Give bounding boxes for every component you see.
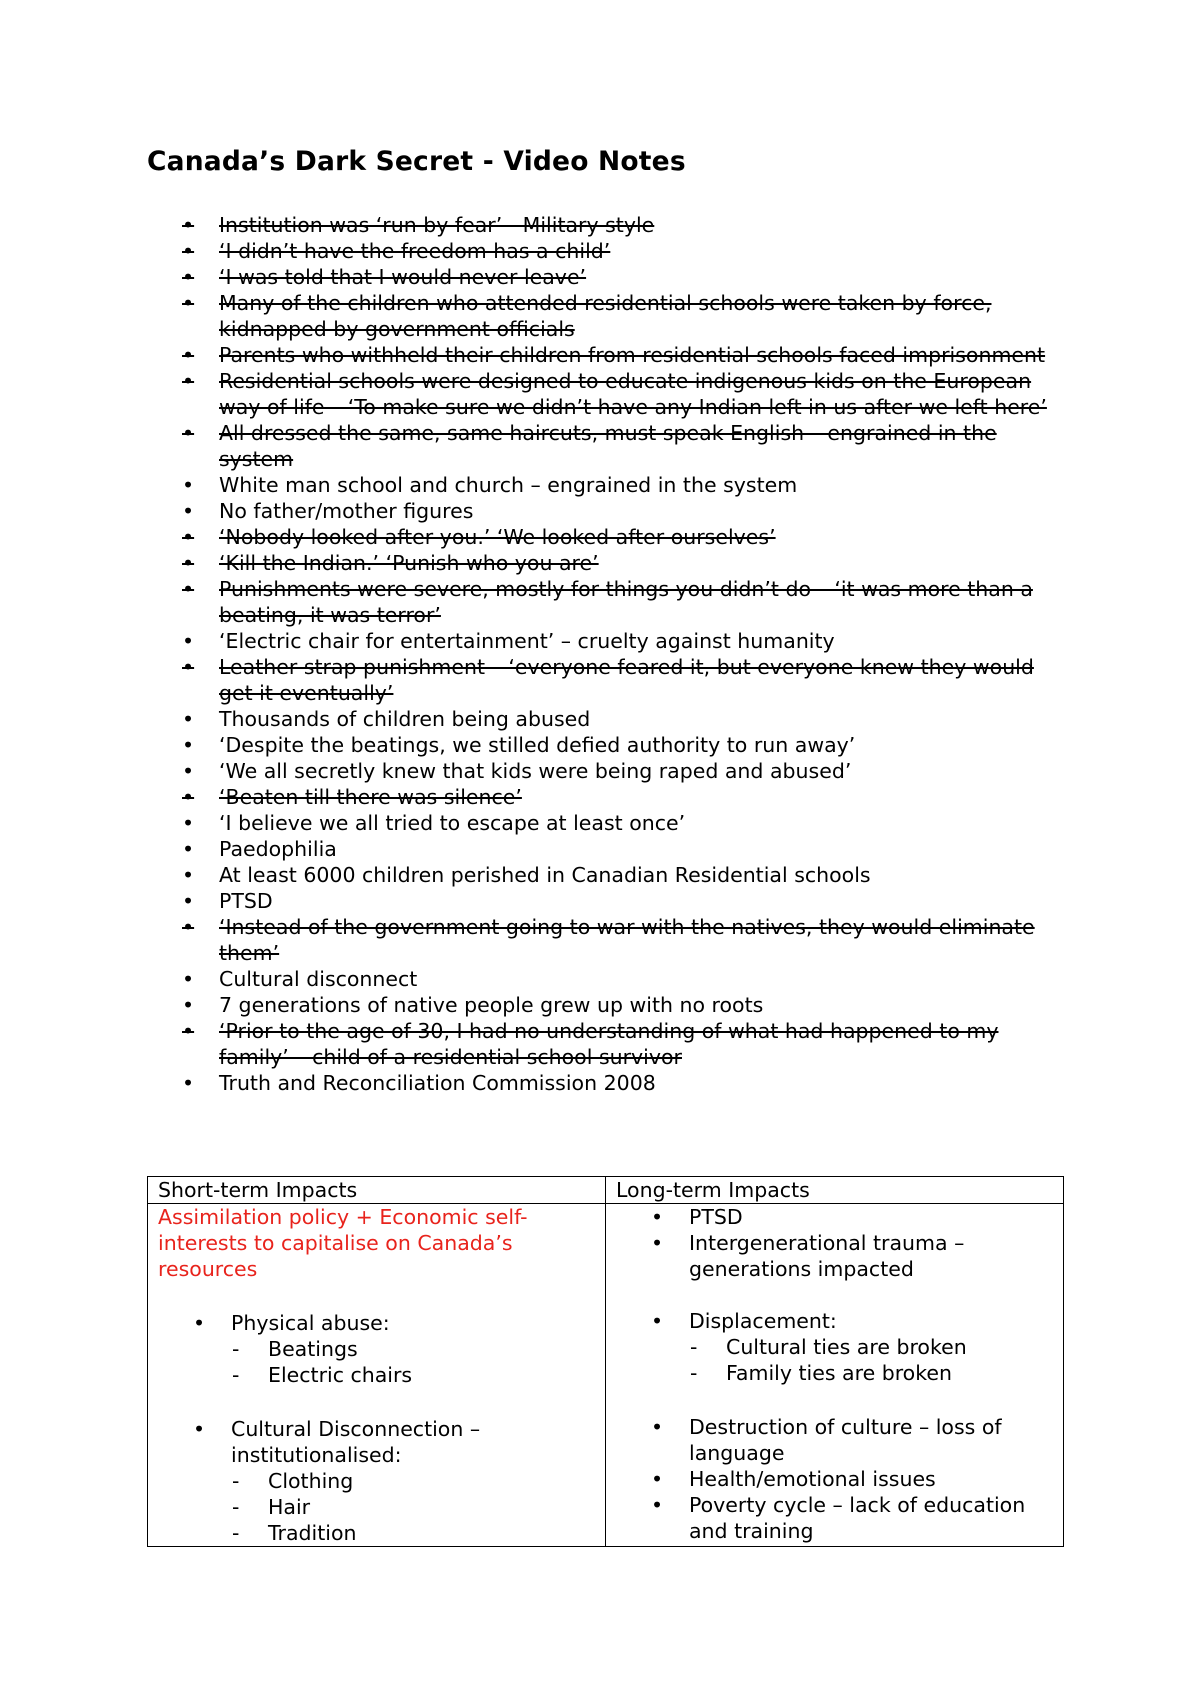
list-item: - Electric chairs xyxy=(232,1363,413,1387)
note-item xyxy=(147,1018,1067,1070)
bullet-icon: • xyxy=(182,343,195,367)
note-text: No father/mother figures xyxy=(219,499,474,523)
note-item xyxy=(147,238,1067,264)
note-text: ‘Beaten till there was silence’ xyxy=(219,785,522,809)
note-text: ‘I didn’t have the freedom has a child’ xyxy=(219,239,611,263)
note-text: ‘Despite the beatings, we stilled defied authority to run away’ xyxy=(219,733,856,757)
note-text: Leather strap punishment – ‘everyone feared it, but everyone knew they would get it eventually’ xyxy=(219,655,1034,705)
short-term-list xyxy=(158,1416,595,1468)
note-text: Punishments were severe, mostly for things you didn’t do – ‘it was more than a beating, it was terror’ xyxy=(219,577,1033,627)
note-text: Many of the children who attended residential schools were taken by force, kidnapped by government officials xyxy=(219,291,992,341)
note-item xyxy=(147,628,1067,654)
note-item xyxy=(147,498,1067,524)
note-item xyxy=(147,472,1067,498)
note-item xyxy=(147,420,1067,472)
note-item xyxy=(147,836,1067,862)
note-text: ‘Electric chair for entertainment’ – cruelty against humanity xyxy=(219,629,835,653)
list-item: • Destruction of culture – loss of language xyxy=(651,1415,1002,1465)
note-text: Parents who withheld their children from residential schools faced imprisonment xyxy=(219,343,1046,367)
bullet-icon: • xyxy=(182,473,195,497)
note-text: At least 6000 children perished in Canadian Residential schools xyxy=(219,863,871,887)
dash-icon: - xyxy=(232,1363,240,1387)
bullet-icon: • xyxy=(182,915,195,939)
short-term-header: Short-term Impacts xyxy=(148,1177,606,1204)
note-text: ‘We all secretly knew that kids were being raped and abused’ xyxy=(219,759,852,783)
bullet-icon: • xyxy=(182,811,195,835)
dash-icon: - xyxy=(232,1337,240,1361)
list-item: • Physical abuse: xyxy=(193,1311,390,1335)
bullet-icon: • xyxy=(182,733,195,757)
bullet-icon: • xyxy=(182,265,195,289)
note-text: Paedophilia xyxy=(219,837,337,861)
bullet-icon: • xyxy=(182,629,195,653)
long-term-list xyxy=(616,1414,1053,1544)
note-text: All dressed the same, same haircuts, must speak English – engrained in the system xyxy=(219,421,997,471)
note-text: ‘I believe we all tried to escape at least once’ xyxy=(219,811,686,835)
bullet-icon: • xyxy=(182,239,195,263)
bullet-icon: • xyxy=(182,291,195,315)
note-item xyxy=(147,966,1067,992)
bullet-icon: • xyxy=(182,577,195,601)
bullet-icon: • xyxy=(182,967,195,991)
long-term-header: Long-term Impacts xyxy=(606,1177,1064,1204)
note-item xyxy=(147,290,1067,342)
bullet-icon: • xyxy=(651,1309,664,1333)
list-item: • Health/emotional issues xyxy=(651,1467,936,1491)
dash-icon: - xyxy=(232,1495,240,1519)
list-item: • Intergenerational trauma – generations impacted xyxy=(651,1231,965,1281)
cultural-disconnection-list xyxy=(158,1468,595,1546)
bullet-icon: • xyxy=(651,1205,664,1229)
bullet-icon: • xyxy=(182,707,195,731)
note-item xyxy=(147,784,1067,810)
note-item xyxy=(147,654,1067,706)
dash-icon: - xyxy=(232,1521,240,1545)
bullet-icon: • xyxy=(182,863,195,887)
list-item: • Cultural Disconnection – institutionalised: xyxy=(193,1417,481,1467)
table-body-row xyxy=(148,1204,1064,1547)
bullet-icon: • xyxy=(182,1071,195,1095)
note-item xyxy=(147,888,1067,914)
short-term-cell xyxy=(148,1204,606,1547)
short-term-intro: Assimilation policy + Economic self-interests to capitalise on Canada’s resources xyxy=(158,1205,528,1281)
list-item: - Beatings xyxy=(232,1337,358,1361)
bullet-icon: • xyxy=(182,759,195,783)
note-text: ‘Kill the Indian.’ ‘Punish who you are’ xyxy=(219,551,599,575)
bullet-icon: • xyxy=(182,1019,195,1043)
note-item xyxy=(147,550,1067,576)
note-item xyxy=(147,342,1067,368)
displacement-list xyxy=(616,1334,1053,1386)
bullet-icon: • xyxy=(182,785,195,809)
note-item xyxy=(147,758,1067,784)
bullet-icon: • xyxy=(193,1417,206,1441)
dash-icon: - xyxy=(232,1469,240,1493)
note-item xyxy=(147,914,1067,966)
bullet-icon: • xyxy=(193,1311,206,1335)
note-item xyxy=(147,732,1067,758)
list-item: • Displacement: xyxy=(651,1309,837,1333)
note-item xyxy=(147,862,1067,888)
list-item: - Clothing xyxy=(232,1469,354,1493)
bullet-icon: • xyxy=(182,655,195,679)
bullet-icon: • xyxy=(651,1493,664,1517)
dash-icon: - xyxy=(690,1361,698,1385)
notes-list xyxy=(147,212,1067,1096)
page-title: Canada’s Dark Secret - Video Notes xyxy=(147,146,686,177)
note-item xyxy=(147,1070,1067,1096)
note-item xyxy=(147,212,1067,238)
bullet-icon: • xyxy=(182,213,195,237)
bullet-icon: • xyxy=(182,421,195,445)
list-item: • Poverty cycle – lack of education and training xyxy=(651,1493,1026,1543)
note-text: ‘Prior to the age of 30, I had no understanding of what had happened to my family’ – child of a residential school survivor xyxy=(219,1019,999,1069)
note-item xyxy=(147,810,1067,836)
note-text: ‘I was told that I would never leave’ xyxy=(219,265,587,289)
bullet-icon: • xyxy=(182,499,195,523)
physical-abuse-list xyxy=(158,1336,595,1388)
note-text: Residential schools were designed to educate indigenous kids on the European way of life – ‘To make sure we didn’t have any Indian left in us after we left here’ xyxy=(219,369,1047,419)
dash-icon: - xyxy=(690,1335,698,1359)
note-text: White man school and church – engrained in the system xyxy=(219,473,798,497)
long-term-cell xyxy=(606,1204,1064,1547)
note-item xyxy=(147,264,1067,290)
list-item: • PTSD xyxy=(651,1205,743,1229)
bullet-icon: • xyxy=(182,837,195,861)
note-text: Cultural disconnect xyxy=(219,967,418,991)
bullet-icon: • xyxy=(651,1231,664,1255)
bullet-icon: • xyxy=(182,551,195,575)
list-item: - Hair xyxy=(232,1495,311,1519)
long-term-list xyxy=(616,1204,1053,1282)
bullet-icon: • xyxy=(651,1467,664,1491)
table-header-row xyxy=(148,1177,1064,1204)
note-text: Thousands of children being abused xyxy=(219,707,591,731)
bullet-icon: • xyxy=(182,993,195,1017)
impacts-table xyxy=(147,1176,1064,1547)
note-text: ‘Instead of the government going to war with the natives, they would eliminate them’ xyxy=(219,915,1035,965)
bullet-icon: • xyxy=(651,1415,664,1439)
list-item: - Family ties are broken xyxy=(690,1361,952,1385)
note-text: PTSD xyxy=(219,889,273,913)
list-item: - Tradition xyxy=(232,1521,357,1545)
list-item: - Cultural ties are broken xyxy=(690,1335,967,1359)
note-item xyxy=(147,368,1067,420)
bullet-icon: • xyxy=(182,525,195,549)
note-item xyxy=(147,992,1067,1018)
short-term-list xyxy=(158,1310,595,1336)
note-text: Institution was ‘run by fear’ - Military style xyxy=(219,213,655,237)
note-item xyxy=(147,706,1067,732)
note-item xyxy=(147,524,1067,550)
note-text: Truth and Reconciliation Commission 2008 xyxy=(219,1071,656,1095)
note-text: ‘Nobody looked after you.’ ‘We looked after ourselves’ xyxy=(219,525,776,549)
note-text: 7 generations of native people grew up with no roots xyxy=(219,993,764,1017)
note-item xyxy=(147,576,1067,628)
bullet-icon: • xyxy=(182,369,195,393)
bullet-icon: • xyxy=(182,889,195,913)
long-term-list xyxy=(616,1308,1053,1334)
